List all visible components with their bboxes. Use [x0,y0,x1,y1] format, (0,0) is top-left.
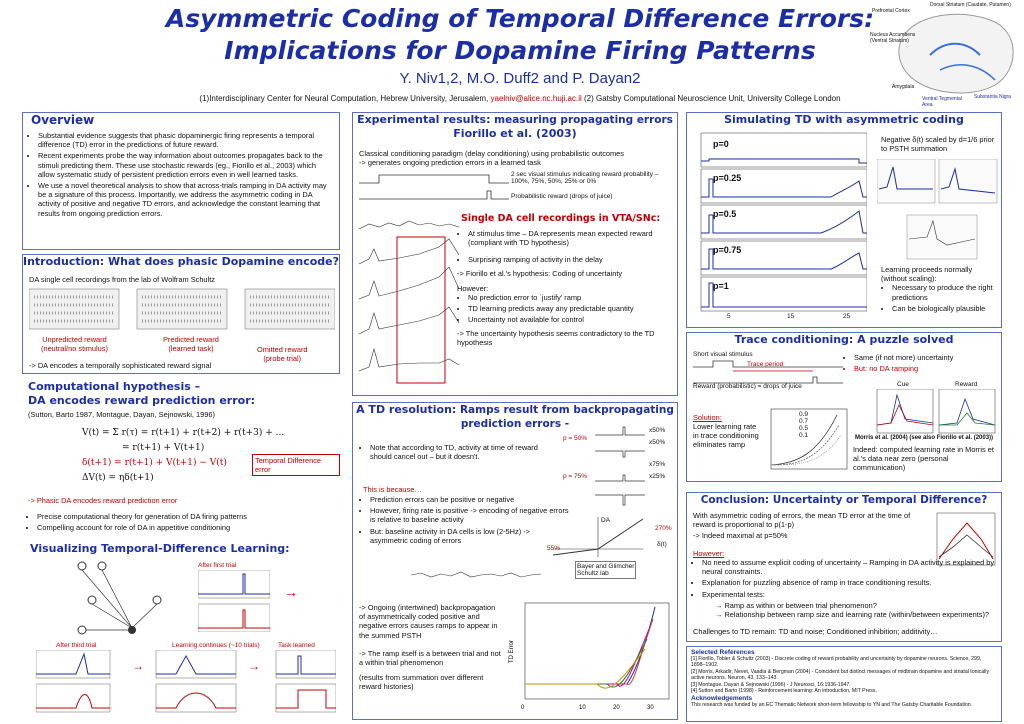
tdres-bullet-6: -> The ramp itself is a between trial and not a within trial phenomenon [359,649,501,668]
trace-indeed: Indeed: computed learning rate in Morris et al.'s data near zero (personal communication) [853,445,994,473]
brain-label-vta: Ventral Tegmental Area [922,96,962,108]
concl-bullet-1: • No need to assume explicit coding of uncertainty – Ramping in DA activity is explained by neural constraints. [702,558,997,576]
exp-bullet-6: • Uncertainty not available for control [468,315,673,324]
concl-sub-1-text: Ramp as within or between trial phenomenon? [724,600,877,610]
tdres-bullet-1: • Note that according to TD, activity at time of reward should cancel out – but it doesn't. [370,443,555,461]
tdres-title-1 [353,403,677,417]
ref-3: [3] Montague, Dayan & Sejnowski (1996) - J Neurosci, 16:1936-1947. [691,681,851,688]
sim-learn-1: Learning proceeds normally [881,265,973,274]
overview-body [23,127,339,218]
references-panel [686,646,1002,722]
after-third-trial-label: After third trial [56,642,97,649]
concl-however: However: [693,549,725,558]
tdres-bullet-3: • However, firing rate is positive -> encoding of negative errors is relative to baseline activity [370,506,569,524]
sim-p0: p=0 [713,139,729,149]
learning-rate-legend [799,411,808,439]
td-error-summed-plot [507,599,673,713]
concl-sub-2-text: Relationship between ramp size and learning rate (within/between experiments)? [724,610,990,620]
tdres-legend-1: Bayer and Glimcher [577,563,635,570]
intro-caption-2 [163,335,219,353]
brain-diagram [870,0,1024,108]
comp-title-1: Computational hypothesis – [28,380,201,393]
trace-bullet-1: • Same (if not more) uncertainty [854,353,999,362]
exp-bullet-7: -> The uncertainty hypothesis seems contradictory to the TD hypothesis [457,328,655,347]
tdres-p50: p = 50% [563,435,588,442]
trace-morris-cite: Morris et al. (2004) (see also Fiorillo et al. (2003)) [855,435,994,441]
intro-title: Introduction: What does phasic Dopamine encode? [23,255,339,268]
task-learned-label: Task learned [278,642,315,649]
concl-sub-1: → Ramp as within or between trial phenomenon? [715,600,877,610]
arrow-1-icon: → [284,584,298,600]
brain-illustration [870,0,1024,108]
ref-1: [1] Fiorillo, Tobler & Schultz (2003) - Discrete coding of reward probability and uncertainty by dopamine neurons. Science, 299, 1898–1902. [691,656,982,669]
concl-line-2: -> Indeed maximal at p=50% [693,531,788,540]
tdres-x50b: x50% [649,439,666,446]
summed-plot-x0: 0 [521,705,525,711]
trace-period: Trace period [747,361,784,368]
overview-bullet-1: • Substantial evidence suggests that phasic dopaminergic firing represents a temporal difference (TD) error in the predictions of future reward. [38,131,333,149]
ack-title: Acknowledgements [691,695,753,703]
exp-however: However: [457,283,489,293]
tdres-55: 55% [547,545,561,552]
asymmetric-coding-plot [543,515,653,559]
refs-list [687,656,1001,694]
learning-continues-label: Learning continues (~10 trials) [172,642,260,649]
brain-label-snc: Substantia Nigra [974,94,1011,100]
summed-plot-ylabel: TD Error [509,640,515,663]
concl-title: Conclusion: Uncertainty or Temporal Difference? [700,494,988,506]
trace-solution: Solution: [693,413,722,422]
tdres-title-1a: A TD resolution: [356,403,457,416]
comp-title-2: DA encodes reward prediction error: [28,394,256,407]
tdres-delta: δ(t) [657,541,667,548]
concl-line-1: With asymmetric coding of errors, the mean TD error at the time of reward is proportional to p(1-p) [693,511,911,530]
affiliation-post: (2) Gatsby Computational Neuroscience Unit, University College London [581,94,841,103]
comp-bullet-2: • Compelling account for role of DA in appetitive conditioning [37,523,336,532]
raster-plots [29,287,335,335]
trace-reward: Reward (probabilistic) = drops of juice [693,383,802,390]
sim-p05: p=0.5 [713,209,737,219]
simulation-panel [686,112,1002,328]
sim-recording-plots [877,159,999,261]
poster-title-line2: Implications for Dopamine Firing Patterns [224,36,816,65]
trace-title: Trace conditioning: A puzzle solved [734,333,954,346]
sim-x25: 25 [843,313,851,320]
td-error-box: Temporal Difference error [252,454,340,476]
visualize-section [22,540,340,720]
overview-panel [22,112,340,250]
eq-1: V(t) = Σ r(τ) = r(t+1) + r(t+2) + r(t+3) + ... [82,428,285,438]
tdres-bullets-1 [359,443,555,463]
sim-x5: 5 [727,313,731,320]
exp-bullet-2: • Surprising ramping of activity in the delay [468,255,673,264]
concl-bullets [691,558,997,619]
exp-subtitle: Single DA cell recordings in VTA/SNc: [461,213,661,224]
sim-learn-bullet-1: • Necessary to produce the right predictions [892,283,999,301]
intro-caption-2b: (learned task) [168,344,214,354]
sim-learning-block [881,265,999,315]
authors: Y. Niv1,2, M.O. Duff2 and P. Dayan2 [399,70,641,87]
tdres-error-traces [595,425,645,509]
brain-label-dorsal-striatum: Dorsal Striatum (Caudate, Putamen) [930,2,1011,8]
exp-line-2: -> generates ongoing prediction errors in a learned task [359,158,541,167]
comp-arrow: -> Phasic DA encodes reward prediction error [28,496,178,505]
lr-05: 0.5 [799,425,809,432]
sim-p75: p=0.75 [713,245,742,255]
trace-panel [686,332,1002,482]
intro-panel [22,254,340,374]
affiliation-email[interactable]: yaelniv@alice.nc.huji.ac.il [490,94,582,103]
tdres-bullets-2 [359,495,569,547]
intro-caption-3b: (probe trial) [263,354,302,364]
poster-title-line1: Asymmetric Coding of Temporal Difference Errors: [165,4,875,33]
lr-01: 0.1 [799,432,809,439]
exp-title-2: Fiorillo et al. (2003) [453,127,577,140]
tdres-p75: p = 75% [563,473,588,480]
learning-rate-plot [767,405,851,477]
exp-title-1a: Experimental results: [357,113,491,126]
tdres-270: 270% [655,525,672,532]
exp-line-3: 2 sec visual stimulus indicating reward probability – 100%, 75%, 50%, 25% or 0% [511,171,659,185]
exp-bullet-1: • At stimulus time – DA represents mean expected reward (compliant with TD hypothesis) [468,229,673,247]
sim-p1: p=1 [713,281,729,291]
sim-learn-2: (without scaling): [881,274,937,284]
morris-plots [857,389,999,435]
concl-challenge: Challenges to TD remain: TD and noise; Conditioned inhibition; additivity… [693,627,938,636]
arrow-2-icon: → [132,659,144,673]
intro-source: DA single cell recordings from the lab of Wolfram Schultz [29,275,215,284]
trace-reward-label: Reward [955,381,978,388]
sim-psth-plots [691,131,867,325]
ref-2: [2] Morris, Arkadir, Nevet, Vaadia & Bergman (2004) - Coincident but distinct messages of midbrain dopamine and striatal tonically active neurons. Neuron, 43, 133–143. [691,668,990,682]
visualize-title: Visualizing Temporal-Difference Learning: [30,542,290,555]
intro-caption-1a: Unpredicted reward [42,335,107,344]
exp-line-4: Probabilistic reward (drops of juice) [511,193,613,200]
td-chain-diagram [62,558,192,640]
lr-09: 0.9 [799,411,809,418]
tdres-legend-2: Schultz lab [577,570,609,577]
intro-caption-3 [257,345,308,363]
summed-plot-x20: 20 [613,705,620,711]
overview-bullet-2: • Recent experiments probe the way information about outcomes propagates back to the stimuli predicting them. These use stochastic rewards (eg., Fiorillo et al., 2003) which allow systematic study of persistent prediction errors even in well learned tasks. [38,151,333,179]
after-first-trial-label: After first trial [198,562,237,569]
tdres-bullet-4: • But: baseline activity in DA cells is low (2-5Hz) -> asymmetric coding of errors [370,527,569,545]
tdres-bullet-5: -> Ongoing (intertwined) backpropagation of asymmetrically coded positive and negative errors causes ramps to appear in the summed PSTH [359,603,498,640]
intro-caption-1 [41,335,108,353]
lr-07: 0.7 [799,418,809,425]
ack-text: This research was funded by an EC Thematic Network short-term fellowship to YN and The Gatsby Charitable Foundation. [691,702,973,709]
trace-solution-text: Lower learning rate in trace conditioning eliminates ramp [693,422,759,450]
tdres-title-1b: Ramps result from backpropagating [456,404,674,416]
eq-2: = r(t+1) + V(t+1) [122,443,205,453]
overview-bullet-3: • We use a novel theoretical analysis to show that across-trials ramping in DA activity may be a signature of this process. Importantly, we address the asymmetric coding in DA activity of positive and negative TD errors, and acknowledge the constant learning that results from ongoing prediction errors. [38,181,333,218]
experimental-panel [352,112,678,396]
summed-plot-x10: 10 [579,705,586,711]
sim-note: Negative δ(t) scaled by d=1/6 prior to PSTH summation [881,135,995,154]
ref-4: [4] Sutton and Barto (1998) - Reinforcement learning: An introduction, MIT Press. [691,688,877,695]
trace-bullets [843,353,999,375]
brain-label-amygdala: Amygdala [892,84,915,90]
exp-line-1: Classical conditioning paradigm (delay conditioning) using probabilistic outcomes [359,149,624,158]
exp-timing-diagram [359,173,509,203]
comp-cite: (Sutton, Barto 1987, Montague, Dayan, Sejnowski, 1996) [28,410,215,419]
intro-caption-1b: (neutral/no stimulus) [41,344,108,354]
exp-title-1b: measuring propagating errors [490,114,673,126]
tdres-x25: x25% [649,473,666,480]
tdres-bullet-7: (results from summation over different reward histories) [359,673,484,692]
tdres-title-2: prediction errors - [460,418,570,430]
trace-bullet-2: • But: no DA ramping [854,364,999,373]
exp-title-1 [353,113,677,127]
td-resolution-panel [352,402,678,720]
trace-short: Short visual stimulus [693,351,753,358]
sim-p25: p=0.25 [713,173,742,183]
exp-bullet-4: • No prediction error to `justify' ramp [468,293,673,302]
concl-bullet-2: • Explanation for puzzling absence of ramp in trace conditioning results. [702,578,997,587]
overview-title: Overview [31,113,95,127]
concl-sub-2: → Relationship between ramp size and learning rate (within/between experiments)? [715,610,990,620]
refs-title: Selected References [691,649,755,656]
tdres-bullet-2: • Prediction errors can be positive or negative [370,495,569,504]
intro-caption-2a: Predicted reward [163,335,219,344]
after-first-trial-plot [198,570,270,632]
comp-bullets [26,512,336,534]
tdres-x50a: x50% [649,427,666,434]
sim-x15: 15 [787,313,795,320]
affiliation-pre: (1)Interdisciplinary Center for Neural Computation, Hebrew University, Jerusalem, [199,94,491,103]
learning-progress-plots [36,650,336,716]
intro-conclusion: -> DA encodes a temporally sophisticated reward signal [29,361,212,370]
eq-3: δ(t+1) = r(t+1) + V(t+1) − V(t) [82,458,227,468]
exp-bullets [457,229,673,347]
brain-label-prefrontal: Prefrontal Cortex [872,8,910,14]
summed-plot-x30: 30 [647,705,654,711]
comp-bullet-1: • Precise computational theory for generation of DA firing patterns [37,512,336,521]
brain-label-accumbens: Nucleus Accumbens (Ventral Striatum) [870,32,916,44]
exp-bullet-3: -> Fiorillo et al.'s hypothesis: Coding of uncertainty [457,268,623,278]
exp-psth-plots [359,209,459,389]
tdres-legend [575,561,636,579]
eq-4: ΔV(t) = ηδ(t+1) [82,473,154,483]
tdres-because: This is because… [363,485,422,494]
sim-title: Simulating TD with asymmetric coding [724,113,964,126]
concl-bullet-3: • Experimental tests: [702,590,997,599]
intro-caption-3a: Omitted reward [257,345,308,354]
trace-cue-label: Cue [897,381,909,388]
tdres-da-label: DA [601,517,611,524]
tdres-x75: x75% [649,461,666,468]
arrow-3-icon: → [248,659,260,673]
conclusion-panel [686,492,1002,642]
sim-learn-bullet-2: • Can be biologically plausible [892,304,999,313]
exp-bullet-5: • TD learning predicts away any predictable quantity [468,304,673,313]
comp-section [22,378,340,538]
